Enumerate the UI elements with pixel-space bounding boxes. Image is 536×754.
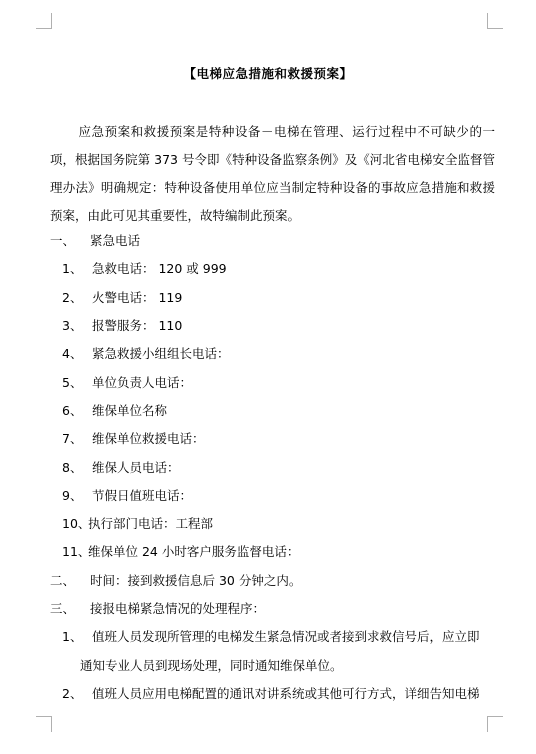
list-item <box>62 431 205 447</box>
item-text-line-2: 通知专业人员到现场处理，同时通知维保单位。 <box>80 658 343 673</box>
item-number: 6、 <box>62 403 83 418</box>
crop-mark-bottom-left-h <box>36 716 52 717</box>
section-number: 一、 <box>50 233 76 248</box>
crop-mark-bottom-left-v <box>51 716 52 732</box>
crop-mark-bottom-right-h <box>487 716 503 717</box>
item-text: 报警服务： 110 <box>92 318 183 333</box>
item-text: 节假日值班电话： <box>92 488 193 503</box>
intro-paragraph <box>50 118 495 230</box>
section-title: 紧急电话 <box>90 233 141 248</box>
item-number: 4、 <box>62 346 83 361</box>
item-number: 8、 <box>62 460 83 475</box>
list-item <box>62 460 180 476</box>
item-text: 单位负责人电话： <box>92 375 193 390</box>
item-number: 11、 <box>62 544 91 559</box>
list-item <box>62 403 167 419</box>
section-number: 二、 <box>50 573 76 588</box>
item-text: 执行部门电话：工程部 <box>88 516 214 531</box>
document-title: 【电梯应急措施和救援预案】 <box>183 66 353 81</box>
item-number: 7、 <box>62 431 83 446</box>
crop-mark-bottom-right-v <box>487 716 488 732</box>
item-text-line-1: 值班人员应用电梯配置的通讯对讲系统或其他可行方式，详细告知电梯 <box>92 686 480 701</box>
list-item <box>62 290 182 306</box>
list-item <box>62 629 480 645</box>
list-item <box>62 318 182 334</box>
list-item <box>62 261 227 277</box>
crop-mark-top-left-v <box>51 13 52 29</box>
crop-mark-top-right-h <box>487 28 503 29</box>
item-text: 维保单位名称 <box>92 403 168 418</box>
crop-mark-top-left-h <box>36 28 52 29</box>
item-number: 5、 <box>62 375 83 390</box>
item-number: 9、 <box>62 488 83 503</box>
item-number: 1、 <box>62 261 83 276</box>
section-2-heading <box>50 573 301 589</box>
item-text: 维保单位救援电话： <box>92 431 205 446</box>
list-item <box>62 375 192 391</box>
section-3-heading <box>50 601 265 617</box>
item-number: 2、 <box>62 290 83 305</box>
item-number: 3、 <box>62 318 83 333</box>
section-1-heading <box>50 233 140 249</box>
item-number: 10、 <box>62 516 91 531</box>
item-text-line-1: 值班人员发现所管理的电梯发生紧急情况或者接到求救信号后，应立即 <box>92 629 480 644</box>
list-item <box>62 346 230 362</box>
section-title: 时间：接到救援信息后 30 分钟之内。 <box>90 573 302 588</box>
item-number: 1、 <box>62 629 83 644</box>
item-text: 急救电话： 120 或 999 <box>92 261 227 276</box>
intro-text: 应急预案和救援预案是特种设备－电梯在管理、运行过程中不可缺少的一项，根据国务院第 373 号令即《特种设备监察条例》及《河北省电梯安全监督管理办法》明确规定：特种设备使用单位应当制定特种设备的事故应急措施和救援预案，由此可见其重要性，故特编制此预案。 <box>50 124 495 223</box>
item-text: 维保人员电话： <box>92 460 180 475</box>
list-item-continuation <box>80 658 343 674</box>
crop-mark-top-right-v <box>487 13 488 29</box>
list-item <box>62 516 213 532</box>
list-item <box>62 686 480 702</box>
item-number: 2、 <box>62 686 83 701</box>
item-text: 维保单位 24 小时客户服务监督电话： <box>88 544 300 559</box>
section-number: 三、 <box>50 601 76 616</box>
section-title: 接报电梯紧急情况的处理程序： <box>90 601 266 616</box>
item-text: 火警电话： 119 <box>92 290 183 305</box>
list-item <box>62 488 192 504</box>
list-item <box>62 544 299 560</box>
item-text: 紧急救援小组组长电话： <box>92 346 230 361</box>
